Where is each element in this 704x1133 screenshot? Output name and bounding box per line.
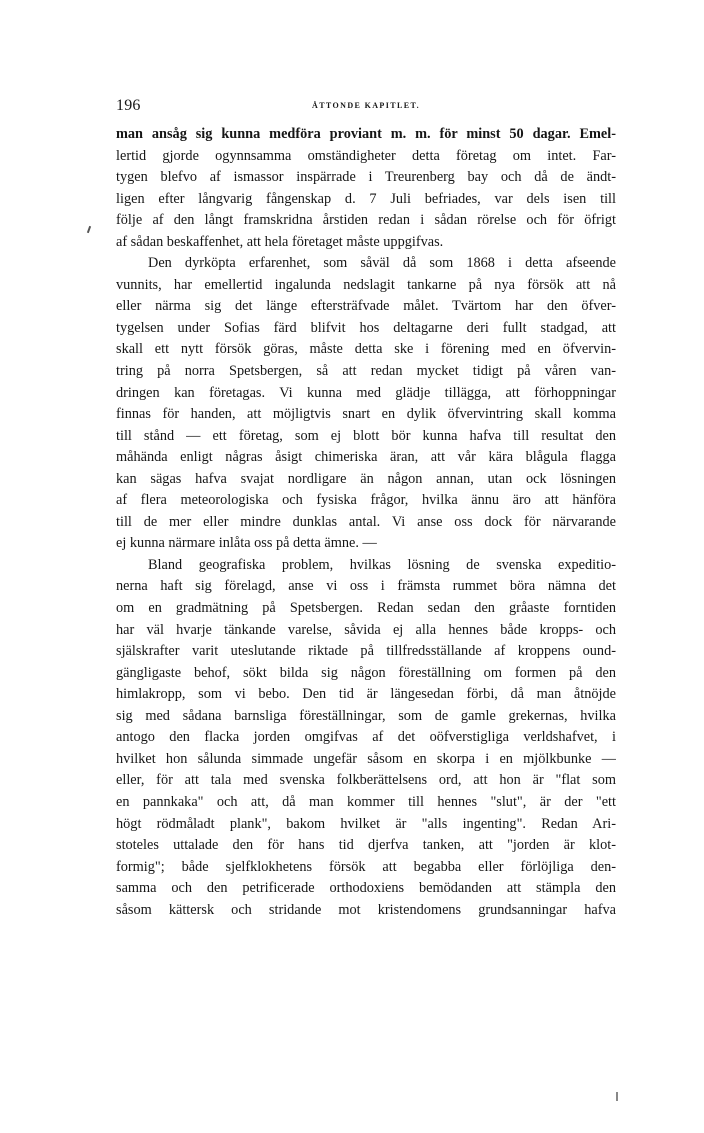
text-line: stoteles uttalade den för hans tid djerfva tanken, att "jorden är klot-: [116, 837, 616, 854]
text-line: tygen blefvo af ismassor inspärrade i Treurenberg bay och då de ändt-: [116, 169, 616, 186]
text-line: man ansåg sig kunna medföra proviant m. m. för minst 50 dagar. Emel-: [116, 126, 616, 142]
text-line: följe af den långt framskridna årstiden redan i sådan rörelse och för öfrigt: [116, 212, 616, 229]
text-line: lertid gjorde ogynnsamma omständigheter detta företag om intet. Far-: [116, 147, 616, 164]
text-line: en pannkaka" och att, då man kommer till hennes "slut", är der "ett: [116, 793, 616, 810]
text-line: gängligaste behof, sökt bilda sig någon föreställning om formen på den: [116, 664, 616, 681]
page-header: [116, 96, 616, 116]
text-line: af sådan beskaffenhet, att hela företaget måste uppgifvas.: [116, 233, 444, 250]
text-line: tygelsen under Sofias färd blifvit hos deltagarne deri fullt stadgad, att: [116, 319, 616, 336]
paragraph-2: [116, 253, 616, 555]
margin-tick: [616, 1092, 618, 1101]
text-line: samma och den petrificerade orthodoxiens bemödanden att stämpla den: [116, 880, 616, 897]
text-line: ej kunna närmare inlåta oss på detta ämne. —: [116, 535, 377, 552]
text-line: till de mer eller mindre dunklas antal. Vi anse oss dock för närvarande: [116, 513, 616, 530]
text-line: af flera meteorologiska och fysiska frågor, hvilka ännu äro att hänföra: [116, 492, 616, 509]
text-line: själskrafter varit uteslutande riktade på tillfredsställande af kroppens ound-: [116, 643, 616, 660]
text-line: skall ett nytt försök göras, måste detta ske i förening med en öfvervin-: [116, 341, 616, 358]
text-line: Bland geografiska problem, hvilkas lösning de svenska expeditio-: [148, 556, 616, 573]
text-line: formig"; både sjelfklokhetens försök att begabba eller förlöjliga den-: [116, 858, 616, 875]
margin-mark: [87, 226, 91, 233]
text-line: om en gradmätning på Spetsbergen. Redan sedan den gråaste forntiden: [116, 600, 616, 617]
text-line: eller närma sig det länge eftersträfvade målet. Tvärtom har den öfver-: [116, 298, 616, 315]
text-line: såsom kättersk och stridande mot kristendomens grundsanningar hafva: [116, 901, 616, 918]
text-line: tring på norra Spetsbergen, så att redan mycket tidigt på våren van-: [116, 363, 616, 380]
page-number: 196: [116, 97, 141, 114]
text-line: vunnits, har emellertid ingalunda nedslagit tankarne på nya försök att nå: [116, 276, 616, 293]
text-line: dringen kan företagas. Vi kunna med glädje tillägga, att förhoppningar: [116, 384, 616, 401]
text-line: kan sägas hafva svajat nordligare än någon annan, utan ock lösningen: [116, 470, 616, 487]
text-line: Den dyrköpta erfarenhet, som såväl då som 1868 i detta afseende: [148, 255, 616, 272]
text-line: himlakropp, som vi bebo. Den tid är längesedan förbi, då man åtnöjde: [116, 686, 616, 703]
text-line: nerna haft sig förelagd, anse vi oss i främsta rummet böra nämna det: [116, 578, 616, 595]
text-line: sig med sådana barnsliga föreställningar, som de gamle grekernas, hvilka: [116, 707, 616, 724]
text-line: eller, för att tala med svenska folkberättelsens ord, att hon är "flat som: [116, 772, 616, 789]
text-line: till stånd — ett företag, som ej blott bör kunna hafva till resultat den: [116, 427, 616, 444]
text-body: [116, 124, 616, 921]
paragraph-3: [116, 555, 616, 921]
text-line: hvilket hon sålunda simmade ungefär såsom en skorpa i en mjölkbunke —: [116, 750, 616, 767]
text-line: ligen efter långvarig fångenskap d. 7 Juli befriades, var dels isen till: [116, 190, 616, 207]
text-line: har väl hvarje tänkande varelse, såvida ej alla hennes både kropps- och: [116, 621, 616, 638]
text-line: måhända enligt någras åsigt chimeriska äran, att vår kära blågula flagga: [116, 449, 616, 466]
paragraph-1: [116, 124, 616, 253]
text-line: finnas för handen, att möjligtvis snart en dylik öfvervintring skall komma: [116, 406, 616, 423]
text-line: antogo den flacka jorden omgifvas af det oöfverstigliga verldshafvet, i: [116, 729, 616, 746]
text-line: högt rödmåladt plank", bakom hvilket är "alls ingenting". Redan Ari-: [116, 815, 616, 832]
running-head: ÅTTONDE KAPITLET.: [312, 101, 420, 110]
